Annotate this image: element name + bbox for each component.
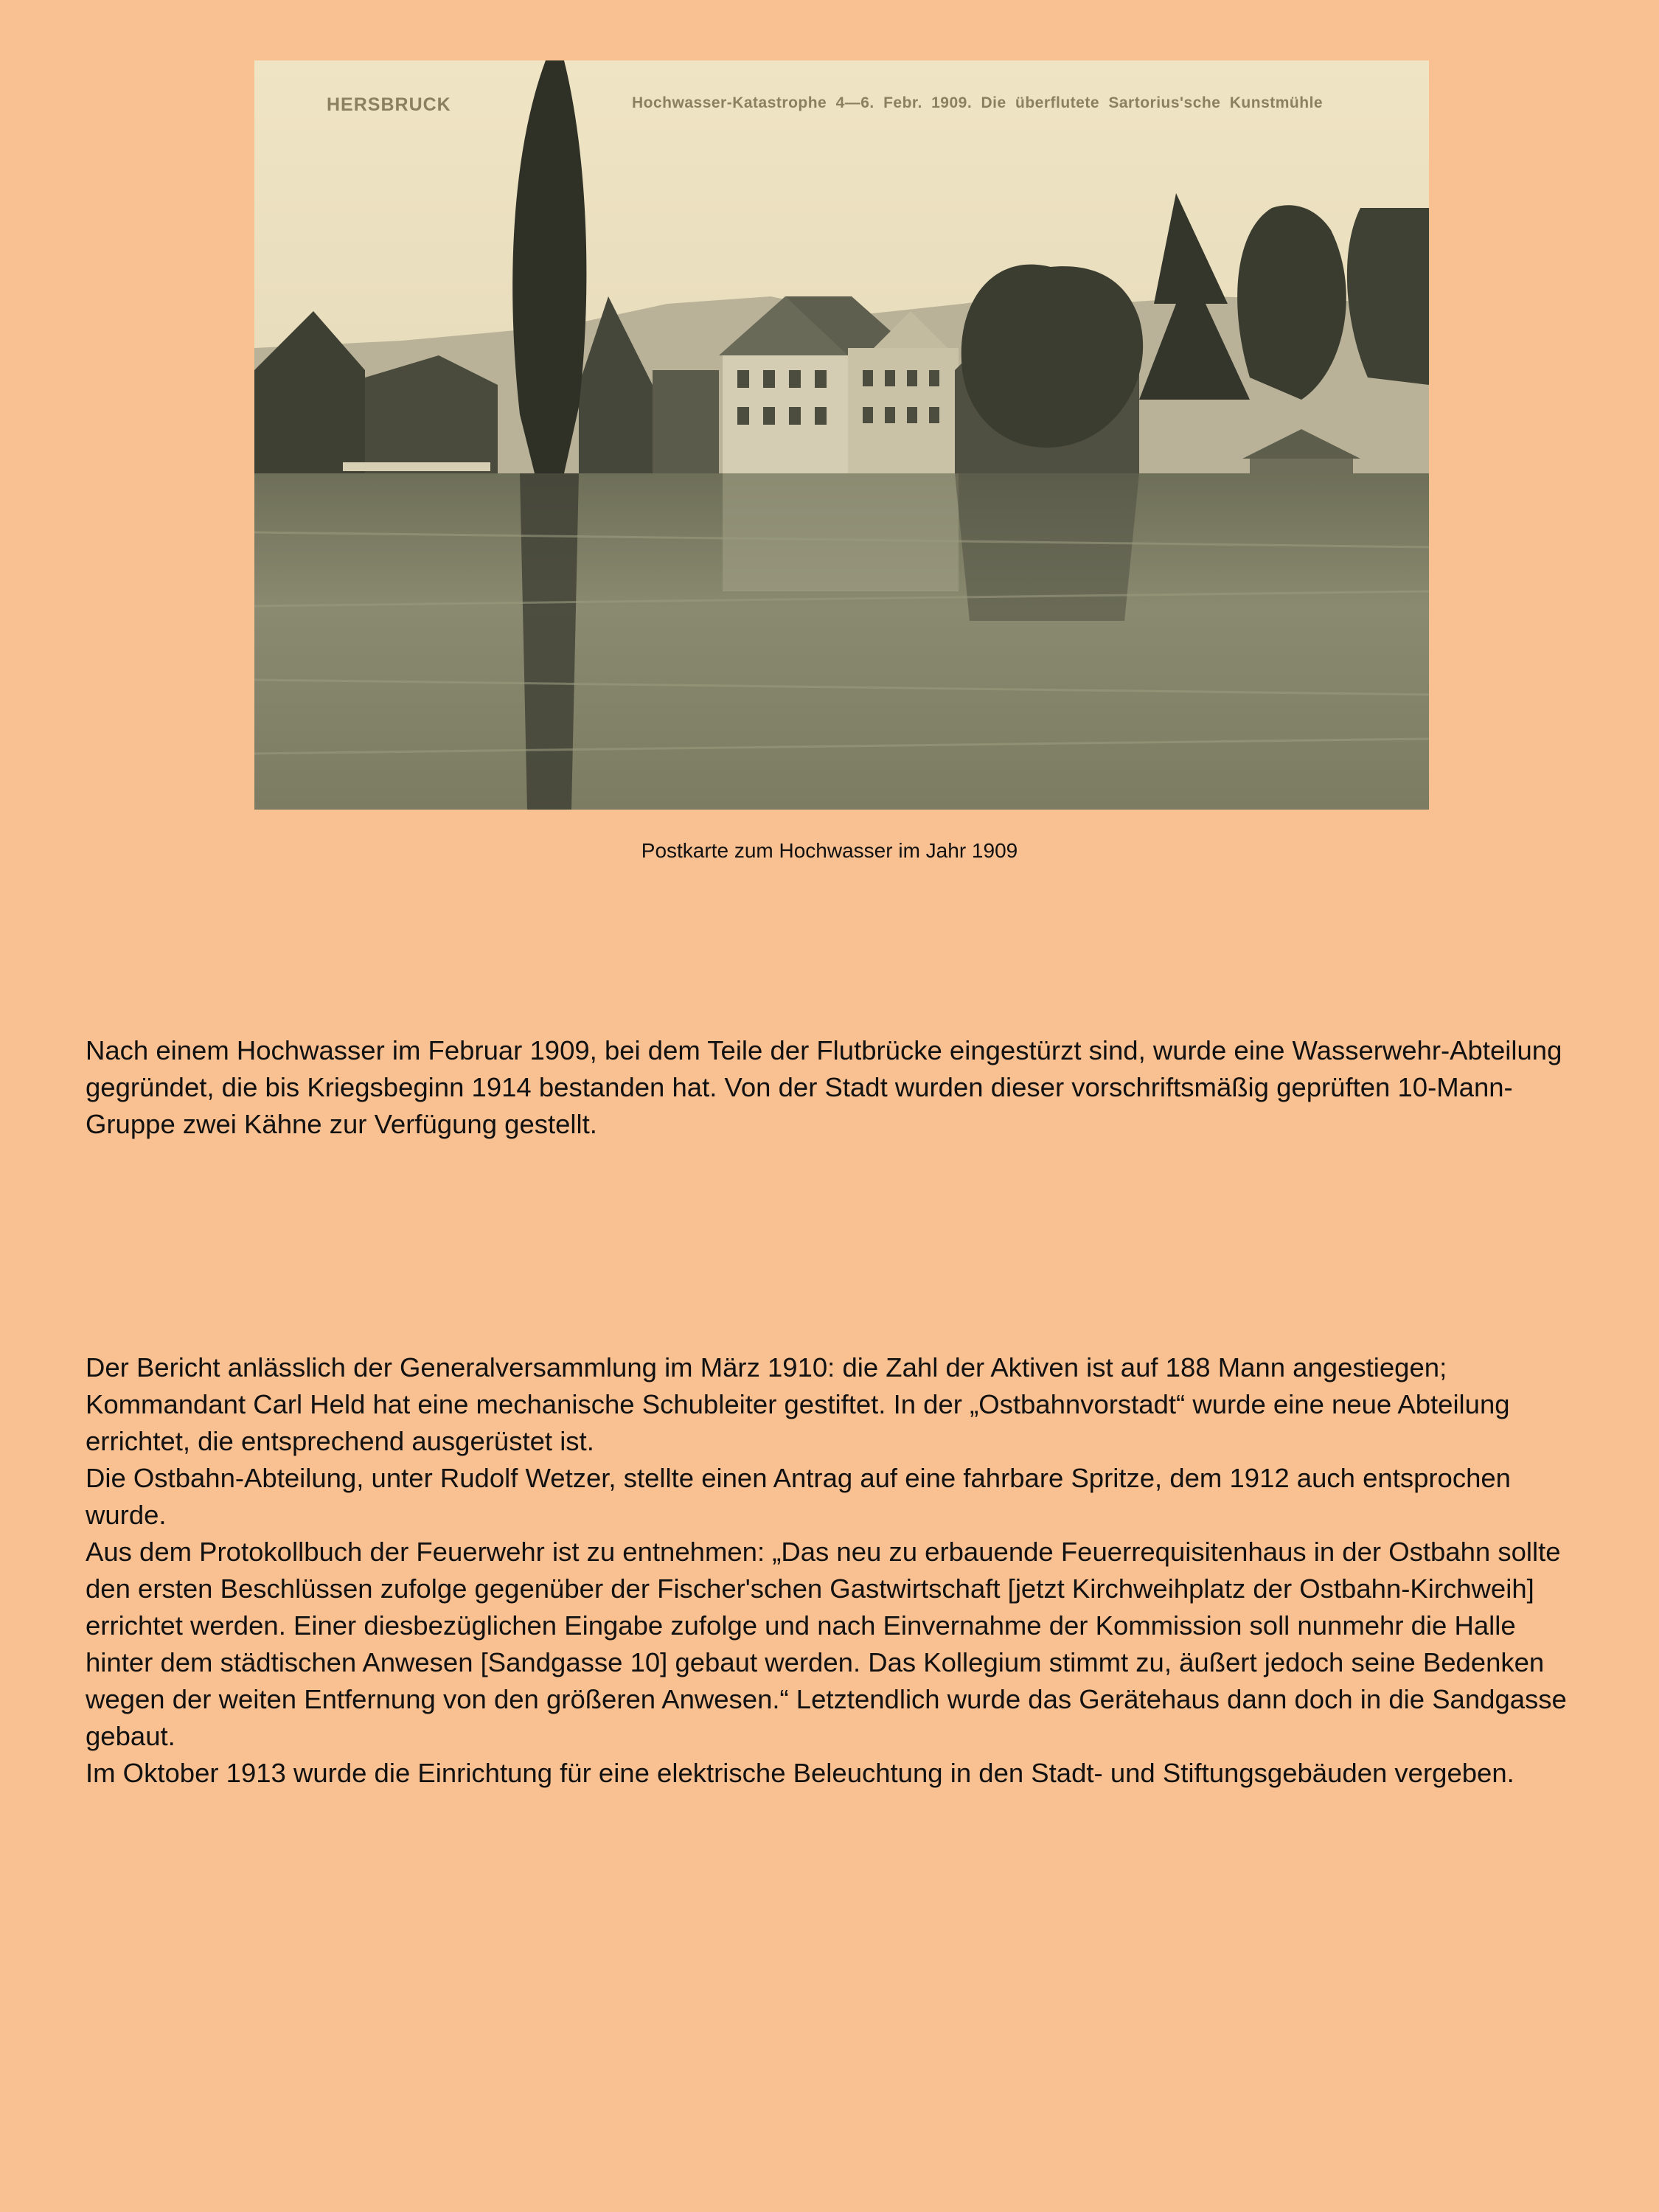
paragraph-line-protokoll: Aus dem Protokollbuch der Feuerwehr ist zu entnehmen: „Das neu zu erbauende Feuerrequisitenhaus in der Ostbahn sollte den ersten Beschlüssen zufolge gegenüber der Fischer'schen Gastwirtschaft [jetzt Kirchweihplatz der Ostbahn-Kirchweih] errichtet werden. Einer diesbezüglichen Eingabe zufolge und nach Einvernahme der Kommission soll nunmehr die Halle hinter dem städtischen Anwesen [Sandgasse 10] gebaut werden. Das Kollegium stimmt zu, äußert jedoch seine Bedenken wegen der weiten Entfernung von den größeren Anwesen.“ Letztendlich wurde das Gerätehaus dann doch in die Sandgasse gebaut. — [86, 1537, 1567, 1751]
postcard-place-label: HERSBRUCK — [327, 94, 451, 115]
flood-scene-illustration — [254, 60, 1429, 810]
photo-caption: Postkarte zum Hochwasser im Jahr 1909 — [641, 839, 1018, 862]
postcard-title-label: Hochwasser-Katastrophe 4—6. Febr. 1909. Die überflutete Sartorius'sche Kunstmühle — [632, 94, 1324, 111]
paragraph-line-ostbahn: Die Ostbahn-Abteilung, unter Rudolf Wetzer, stellte einen Antrag auf eine fahrbare Spritze, dem 1912 auch entsprochen wurde. — [86, 1463, 1511, 1530]
paragraph-history — [86, 1349, 1590, 1792]
paragraph-line-1910: Der Bericht anlässlich der Generalversammlung im März 1910: die Zahl der Aktiven ist auf 188 Mann angestiegen; Kommandant Carl Held hat eine mechanische Schubleiter gestiftet. In der „Ostbahnvorstadt“ wurde eine neue Abteilung errichtet, die entsprechend ausgerüstet ist. — [86, 1352, 1510, 1456]
paragraph-wasserwehr — [86, 1032, 1590, 1143]
paragraph-line-1913: Im Oktober 1913 wurde die Einrichtung für eine elektrische Beleuchtung in den Stadt- und Stiftungsgebäuden vergeben. — [86, 1758, 1514, 1788]
flood-postcard-photo — [254, 60, 1429, 810]
paragraph-text: Nach einem Hochwasser im Februar 1909, bei dem Teile der Flutbrücke eingestürzt sind, wurde eine Wasserwehr-Abteilung gegründet, die bis Kriegsbeginn 1914 bestanden hat. Von der Stadt wurden dieser vorschriftsmäßig geprüften 10-Mann-Gruppe zwei Kähne zur Verfügung gestellt. — [86, 1035, 1562, 1139]
